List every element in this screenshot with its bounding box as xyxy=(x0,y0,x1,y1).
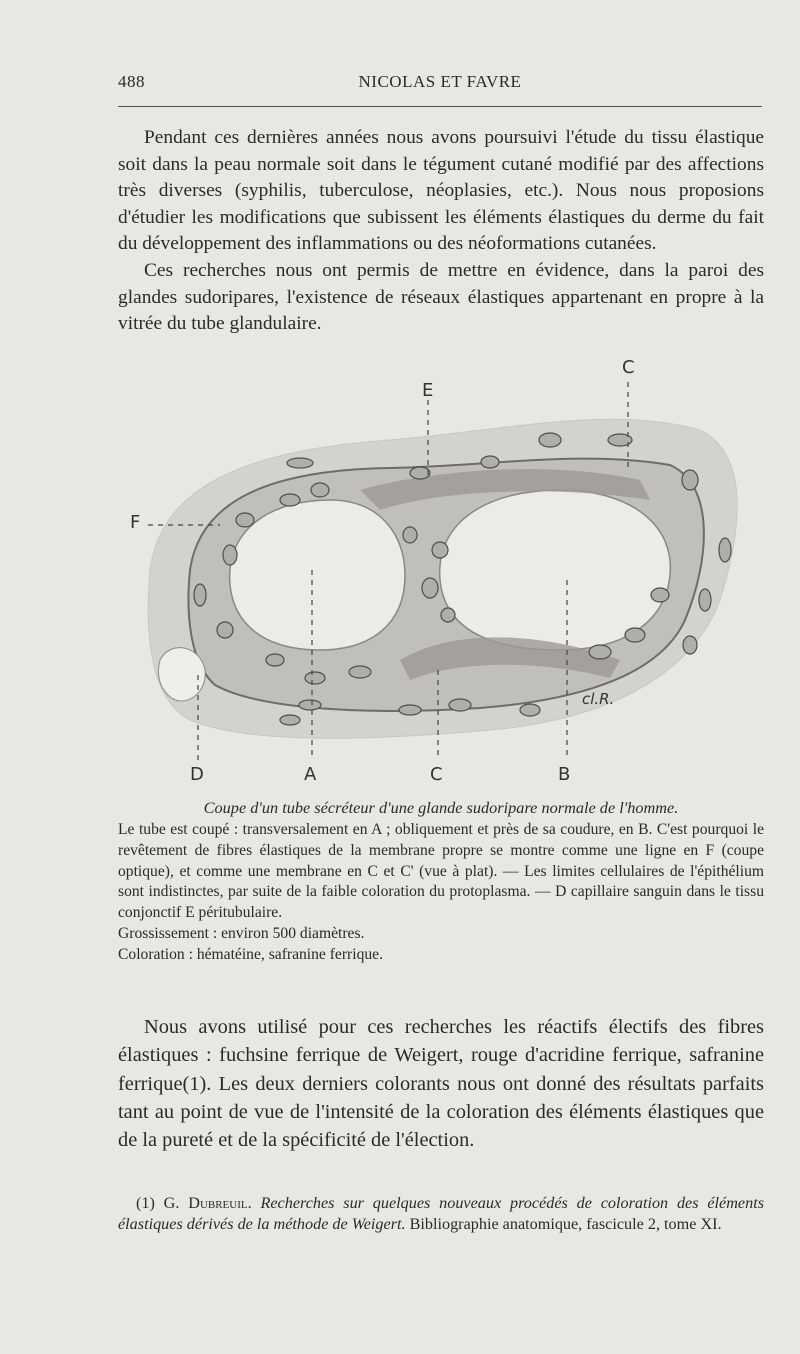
artist-signature: cl.R. xyxy=(582,690,615,708)
lumen-a xyxy=(230,500,405,650)
page-number: 488 xyxy=(118,72,145,91)
main-text xyxy=(118,1013,764,1154)
footnote-title: Recherches sur quelques nouveaux procédés de coloration des éléments élastiques dérivés de la méthode de Weigert. xyxy=(118,1194,764,1233)
intro-paragraph-2: Ces recherches nous ont permis de mettre en évidence, dans la paroi des glandes sudoripares, l'existence de réseaux élastiques appartenant en propre à la vitrée du tube glandulaire. xyxy=(118,259,764,335)
intro-text xyxy=(118,125,764,338)
footnote-marker: (1) G. xyxy=(136,1194,180,1212)
gland-section-figure xyxy=(130,357,760,790)
label-f: F xyxy=(130,512,141,533)
label-b: B xyxy=(558,764,571,785)
footnote-rest: Bibliographie anatomique, fascicule 2, tome XI. xyxy=(409,1214,722,1233)
capillary-d xyxy=(159,648,206,701)
caption-line-2: Grossissement : environ 500 diamètres. xyxy=(118,924,365,942)
footnote xyxy=(118,1193,764,1234)
label-d: D xyxy=(190,764,204,785)
figure-caption-title: Coupe d'un tube sécréteur d'une glande sudoripare normale de l'homme. xyxy=(203,798,679,817)
label-c: C xyxy=(430,764,443,785)
running-header xyxy=(118,72,762,100)
label-a: A xyxy=(304,764,317,785)
caption-line-1: Le tube est coupé : transversalement en A ; obliquement et près de sa coudure, en B. C'est pourquoi le revêtement de fibres élastiques de la membrane propre se montre comme une ligne en F (coupe optique), et comme une membrane en C et C' (vue à plat). — Les limites cellulaires de l'épithélium sont indistinctes, par suite de la faible coloration du protoplasma. — D capillaire sanguin dans le tissu conjonctif E péritubulaire. xyxy=(118,821,764,922)
lumen-b xyxy=(440,490,671,650)
label-c-prime: C xyxy=(622,357,635,378)
footnote-author: Dubreuil. xyxy=(188,1194,252,1212)
gland-illustration xyxy=(130,360,760,790)
main-paragraph-1: Nous avons utilisé pour ces recherches les réactifs électifs des fibres élastiques : fuchsine ferrique de Weigert, rouge d'acridine ferrique, safranine ferrique(1). Les deux derniers colorants nous ont donné des résultats parfaits tant au point de vue de l'intensité de la coloration des éléments élastiques que de la pureté et de la spécificité de l'élection. xyxy=(118,1016,764,1152)
figure-caption xyxy=(118,820,764,966)
intro-paragraph-1: Pendant ces dernières années nous avons poursuivi l'étude du tissu élastique soit dans la peau normale soit dans le tégument cutané modifié par des affections très diverses (syphilis, tuberculose, néoplasies, etc.). Nous nous proposions d'étudier les modifications que subissent les éléments élastiques du derme du fait du développement des inflammations ou des néoformations cutanées. xyxy=(118,127,764,255)
label-e: E xyxy=(422,380,434,401)
running-title: NICOLAS ET FAVRE xyxy=(358,72,522,91)
caption-line-3: Coloration : hématéine, safranine ferrique. xyxy=(118,945,383,963)
header-rule xyxy=(118,106,762,107)
